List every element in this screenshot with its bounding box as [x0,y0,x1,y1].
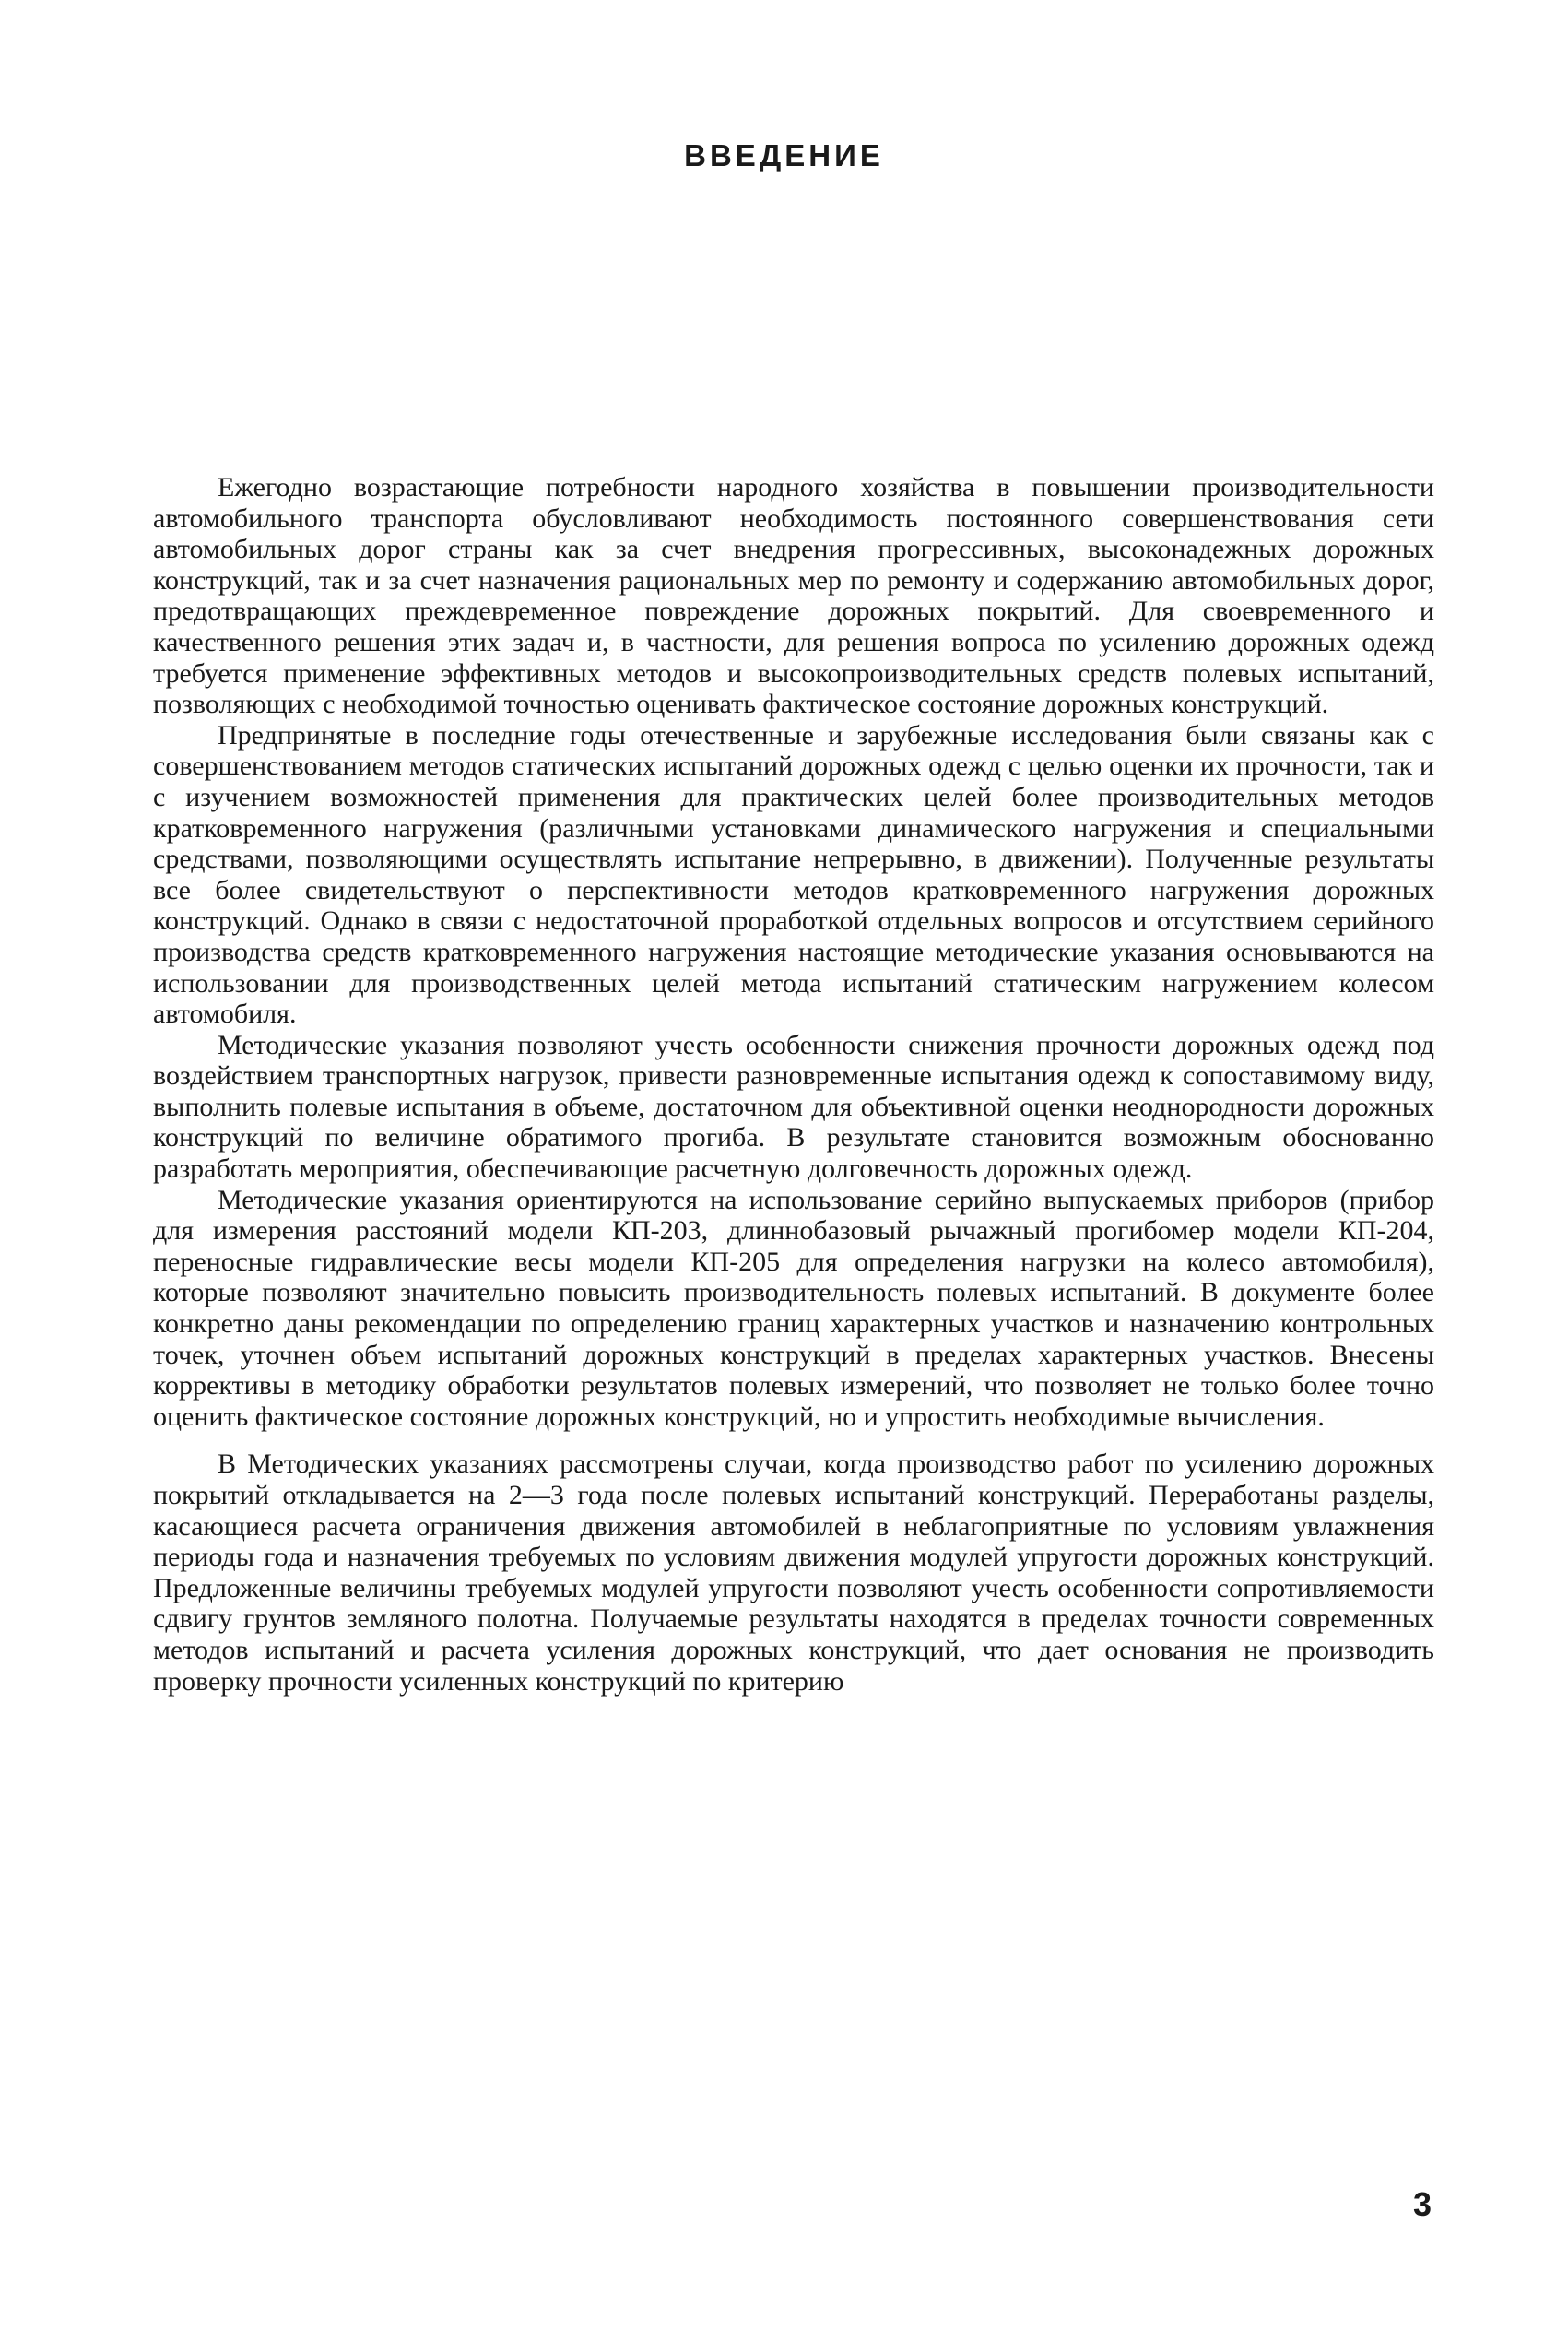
paragraph-2: Предпринятые в последние годы отечественные и зарубежные исследования были связаны как с совершенствованием методов статических испытаний дорожных одежд с целью оценки их прочности, так и с изучением возможностей применения для практических целей более производительных методов кратковременного нагружения (различными установками динамического нагружения и специальными средствами, позволяющими осуществлять испытание непрерывно, в движении). Полученные результаты все более свидетельствуют о перспективности методов кратковременного нагружения дорожных конструкций. Однако в связи с недостаточной проработкой отдельных вопросов и отсутствием серийного производства средств кратковременного нагружения настоящие методические указания основываются на использовании для производственных целей метода испытаний статическим нагружением колесом автомобиля. [153,719,1434,1030]
paragraph-1: Ежегодно возрастающие потребности народного хозяйства в повышении производительности автомобильного транспорта обусловливают необходимость постоянного совершенствования сети автомобильных дорог страны как за счет внедрения прогрессивных, высоконадежных дорожных конструкций, так и за счет назначения рациональных мер по ремонту и содержанию автомобильных дорог, предотвращающих преждевременное повреждение дорожных покрытий. Для своевременного и качественного решения этих задач и, в частности, для решения вопроса по усилению дорожных одежд требуется применение эффективных методов и высокопроизводительных средств полевых испытаний, позволяющих с необходимой точностью оценивать фактическое состояние дорожных конструкций. [153,472,1434,720]
paragraph-5: В Методических указаниях рассмотрены случаи, когда производство работ по усилению дорожных покрытий откладывается на 2—3 года после полевых испытаний конструкций. Переработаны разделы, касающиеся расчета ограничения движения автомобилей в неблагоприятные по условиям увлажнения периоды года и назначения требуемых по условиям движения модулей упругости дорожных конструкций. Предложенные величины требуемых модулей упругости позволяют учесть особенности сопротивляемости сдвигу грунтов земляного полотна. Получаемые результаты находятся в пределах точности современных методов испытаний и расчета усиления дорожных конструкций, что дает основания не производить проверку прочности усиленных конструкций по критерию [153,1449,1434,1697]
page-number: 3 [1412,2185,1432,2223]
paragraph-3: Методические указания позволяют учесть особенности снижения прочности дорожных одежд под воздействием транспортных нагрузок, привести разновременные испытания одежд к сопоставимому виду, выполнить полевые испытания в объеме, достаточном для объективной оценки неоднородности дорожных конструкций по величине обратимого прогиба. В результате становится возможным обоснованно разработать мероприятия, обеспечивающие расчетную долговечность дорожных одежд. [153,1029,1434,1185]
paragraph-4: Методические указания ориентируются на использование серийно выпускаемых приборов (прибор для измерения расстояний модели КП-203, длиннобазовый рычажный прогибомер модели КП-204, переносные гидравлические весы модели КП-205 для определения нагрузки на колесо автомобиля), которые позволяют значительно повысить производительность полевых испытаний. В документе более конкретно даны рекомендации по определению границ характерных участков и назначению контрольных точек, уточнен объем испытаний дорожных конструкций в пределах характерных участков. Внесены коррективы в методику обработки результатов полевых измерений, что позволяет не только более точно оценить фактическое состояние дорожных конструкций, но и упростить необходимые вычисления. [153,1184,1434,1432]
page-title: ВВЕДЕНИЕ [684,138,884,172]
body-text [153,472,1434,1697]
